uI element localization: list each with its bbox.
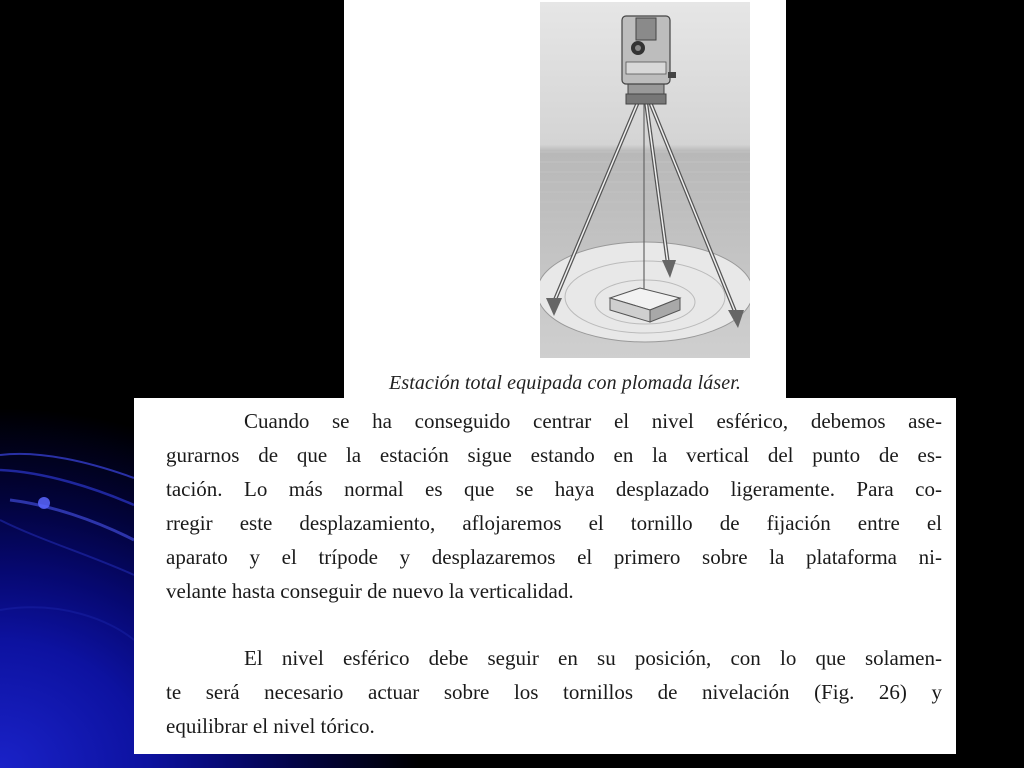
paragraph-1-line-6: velante hasta conseguir de nuevo la verticalidad.: [166, 579, 574, 603]
paragraph-1-line-5: aparato y el trípode y desplazaremos el primero sobre la plataforma ni-: [166, 545, 942, 569]
paragraph-1-line-2: gurarnos de que la estación sigue estando en la vertical del punto de es-: [166, 443, 942, 467]
paragraph-1-line-1: Cuando se ha conseguido centrar el nivel esférico, debemos ase-: [244, 409, 942, 433]
paragraph-1-line-3: tación. Lo más normal es que se haya desplazado ligeramente. Para co-: [166, 477, 942, 501]
total-station-illustration-icon: [540, 2, 750, 358]
paragraph-2-line-2: te será necesario actuar sobre los tornillos de nivelación (Fig. 26) y: [166, 680, 942, 704]
paragraph-2-line-3: equilibrar el nivel tórico.: [166, 714, 375, 738]
paragraph-1-line-4: rregir este desplazamiento, aflojaremos el tornillo de fijación entre el: [166, 511, 942, 535]
figure-panel: [344, 0, 786, 398]
paragraph-2-line-1: El nivel esférico debe seguir en su posición, con lo que solamen-: [244, 646, 942, 670]
paragraph-gap: [166, 608, 942, 641]
figure-caption: Estación total equipada con plomada láser.: [389, 372, 741, 394]
text-panel: [134, 398, 956, 754]
